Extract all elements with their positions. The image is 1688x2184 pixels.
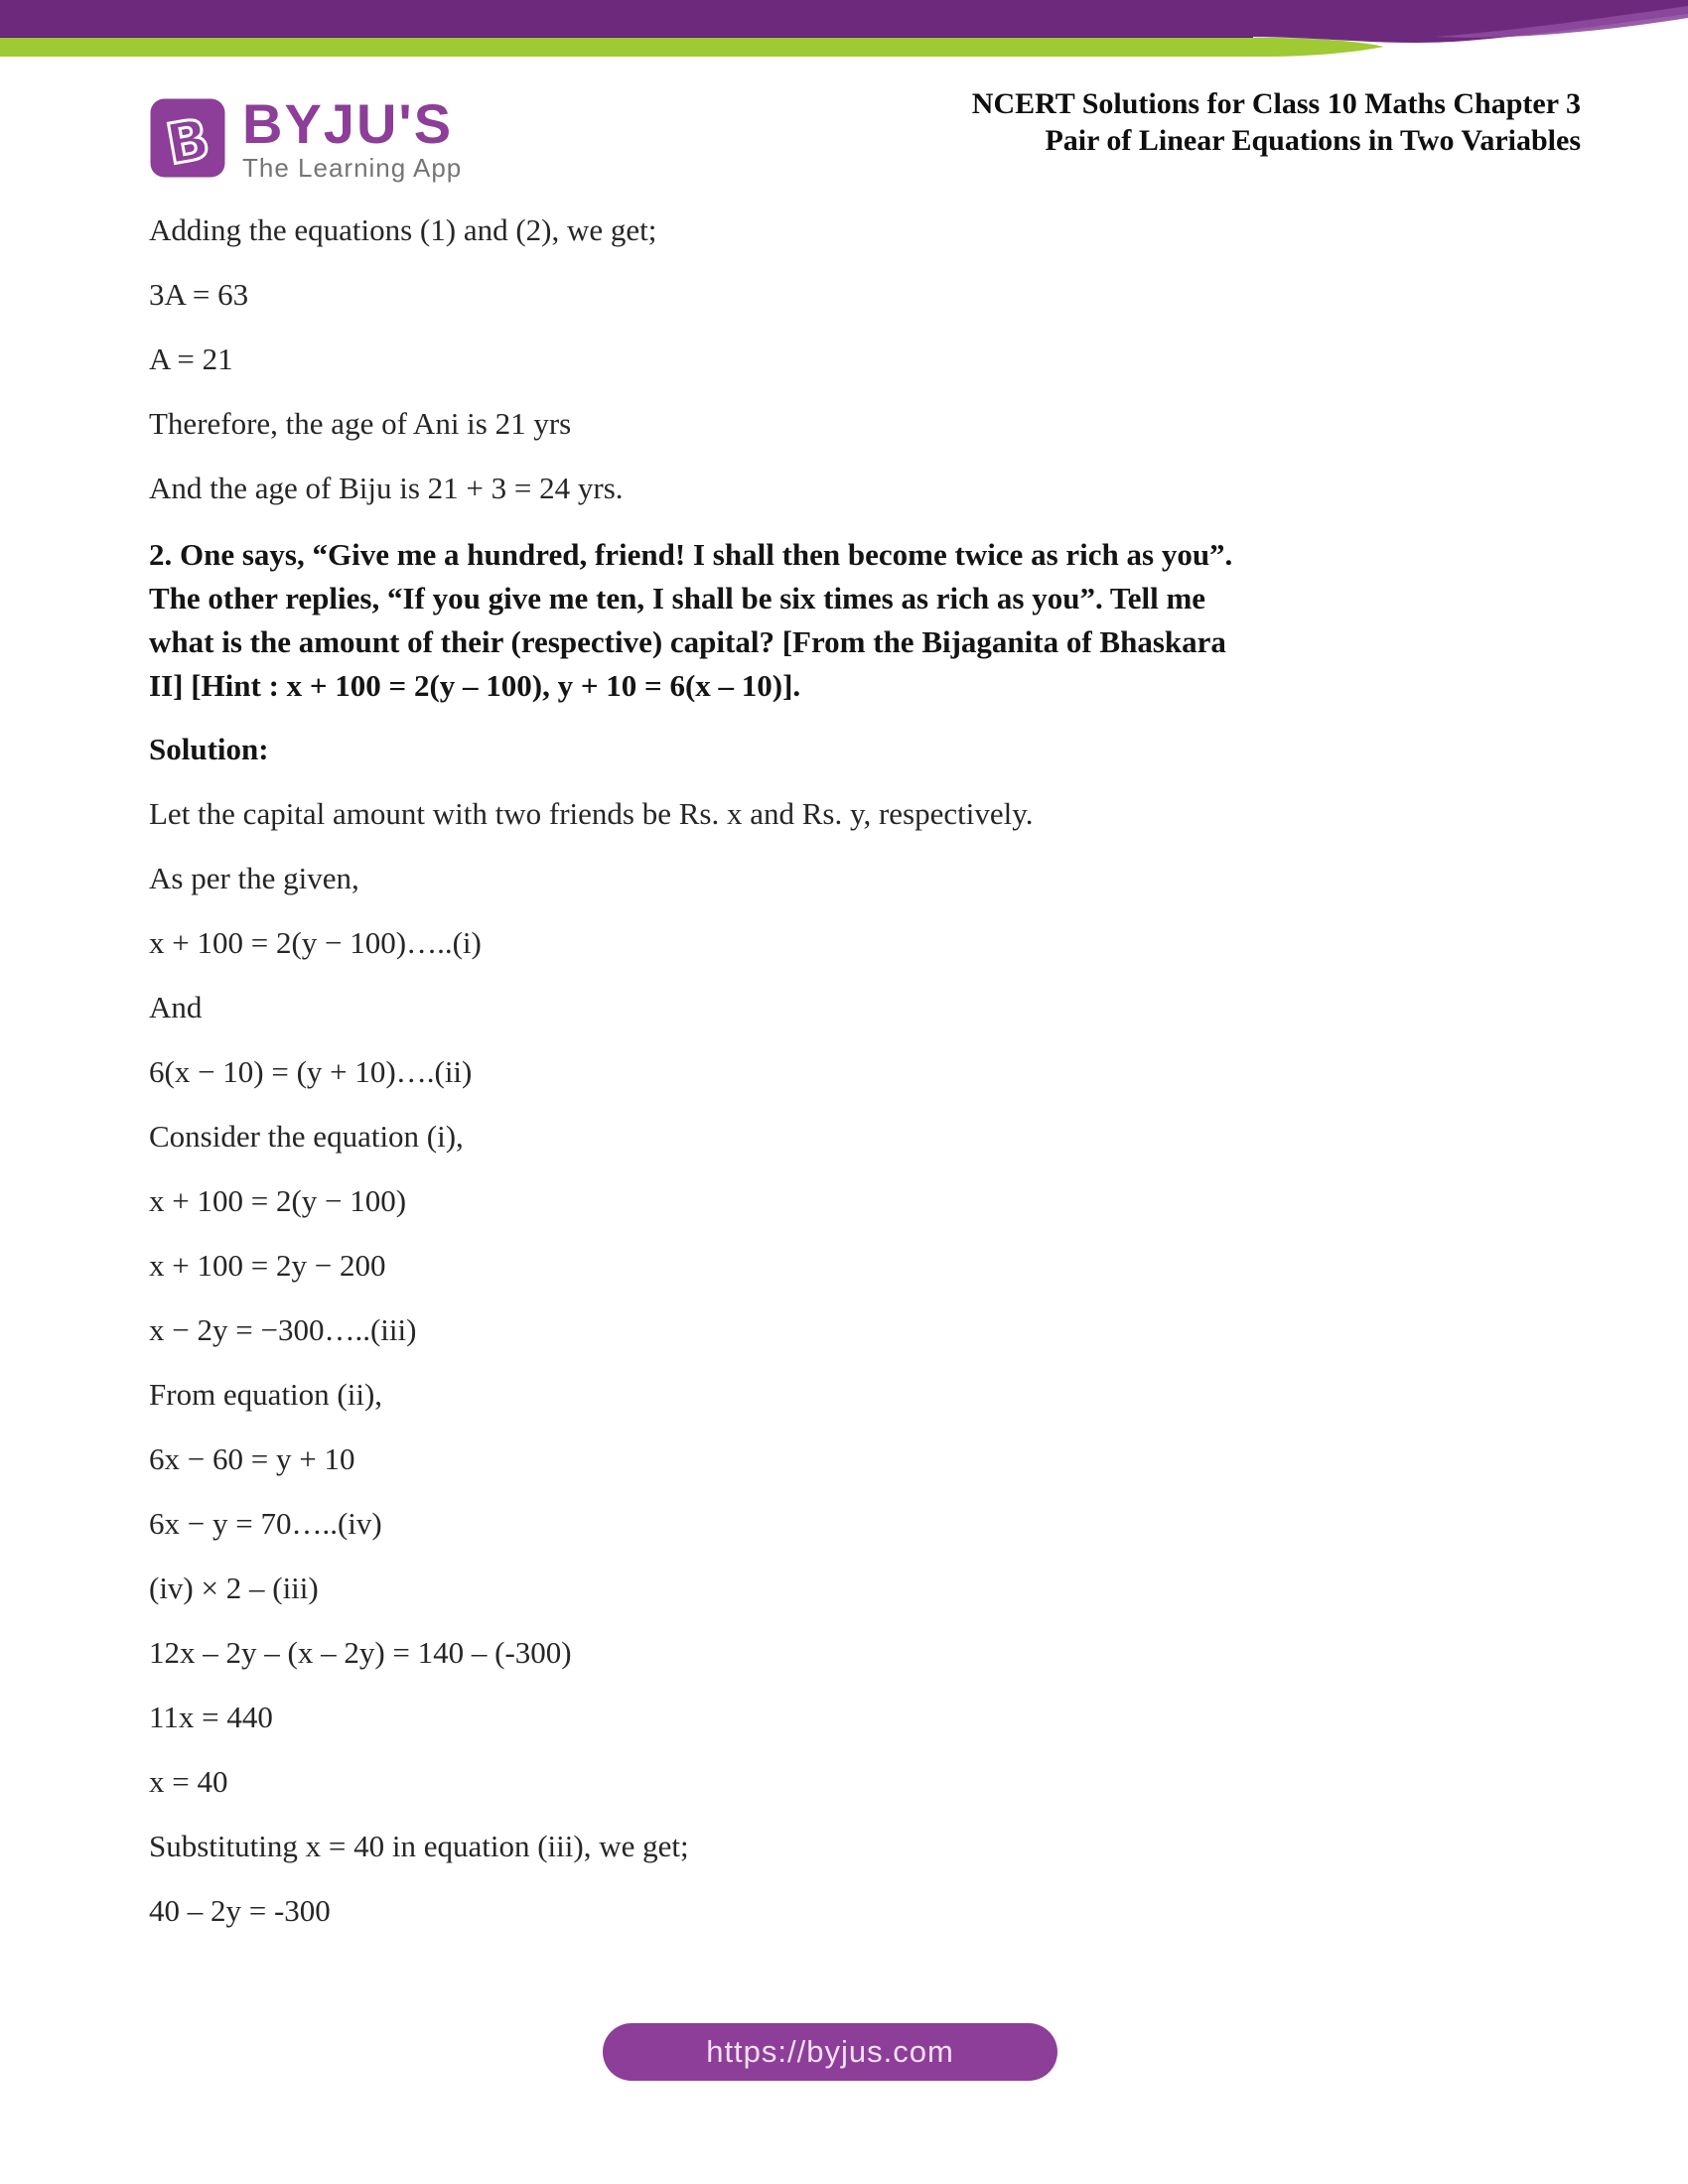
text-block (149, 1891, 1599, 1931)
text-line: x + 100 = 2y − 200 (149, 1248, 386, 1283)
ribbon-purple-band (0, 0, 1688, 43)
text-line: From equation (ii), (149, 1377, 383, 1412)
text-block (149, 1052, 1599, 1092)
text-line: 3A = 63 (149, 277, 249, 312)
text-line: x + 100 = 2(y − 100)…..(i) (149, 925, 482, 960)
footer-url-button[interactable] (603, 2023, 1057, 2081)
text-block (149, 1698, 1599, 1737)
text-block (149, 1246, 1599, 1286)
byjus-logo-icon (149, 97, 226, 179)
question-block (149, 533, 1599, 708)
text-line: As per the given, (149, 861, 359, 895)
text-block (149, 1569, 1599, 1608)
text-block (149, 1375, 1599, 1415)
text-line: 6(x − 10) = (y + 10)….(ii) (149, 1054, 473, 1089)
solution-content (149, 210, 1599, 1956)
logo-tagline: The Learning App (242, 153, 463, 183)
text-line: Substituting x = 40 in equation (iii), we get; (149, 1829, 689, 1863)
text-line: 6x − y = 70…..(iv) (149, 1506, 382, 1541)
text-block (149, 340, 1599, 379)
text-line: And (149, 990, 203, 1024)
text-block (149, 1117, 1599, 1157)
text-block (149, 210, 1599, 250)
text-line: 12x – 2y – (x – 2y) = 140 – (-300) (149, 1635, 572, 1670)
logo-brand-text: BYJU'S (242, 92, 454, 155)
text-line: Solution: (149, 732, 269, 766)
text-block (149, 1310, 1599, 1350)
text-line: what is the amount of their (respective) capital? [From the Bijaganita of Bhaskara (149, 624, 1226, 659)
text-line: x = 40 (149, 1764, 228, 1799)
text-line: 11x = 440 (149, 1700, 273, 1734)
text-line: x − 2y = −300…..(iii) (149, 1312, 417, 1347)
text-block (149, 1827, 1599, 1866)
footer-url-label: https://byjus.com (706, 2034, 954, 2069)
text-line: (iv) × 2 – (iii) (149, 1570, 319, 1605)
text-block (149, 1633, 1599, 1673)
text-block (149, 923, 1599, 963)
text-block (149, 988, 1599, 1027)
byjus-logo (149, 92, 463, 183)
page-title (972, 85, 1581, 159)
text-line: And the age of Biju is 21 + 3 = 24 yrs. (149, 471, 624, 505)
page-title-line2: Pair of Linear Equations in Two Variables (1045, 124, 1581, 157)
text-line: x + 100 = 2(y − 100) (149, 1183, 407, 1218)
text-line: 40 – 2y = -300 (149, 1893, 331, 1928)
solution-heading (149, 730, 1599, 769)
text-line: II] [Hint : x + 100 = 2(y – 100), y + 10 = 6(x – 10)]. (149, 668, 801, 703)
text-block (149, 1762, 1599, 1802)
text-line: Therefore, the age of Ani is 21 yrs (149, 406, 572, 441)
text-line: A = 21 (149, 341, 233, 376)
logo-letter: B (161, 106, 214, 179)
page-title-line1: NCERT Solutions for Class 10 Maths Chapter 3 (971, 87, 1581, 120)
text-block (149, 275, 1599, 315)
text-line: The other replies, “If you give me ten, I shall be six times as rich as you”. Tell me (149, 581, 1206, 615)
text-line: Let the capital amount with two friends be Rs. x and Rs. y, respectively. (149, 796, 1034, 831)
text-block (149, 469, 1599, 508)
text-block (149, 859, 1599, 898)
text-block (149, 1439, 1599, 1479)
text-block (149, 404, 1599, 444)
text-block (149, 794, 1599, 834)
text-block (149, 1181, 1599, 1221)
ribbon-green-band (0, 38, 1384, 57)
text-line: 6x − 60 = y + 10 (149, 1441, 355, 1476)
text-block (149, 1504, 1599, 1544)
text-line: Adding the equations (1) and (2), we get; (149, 212, 657, 247)
text-line: Consider the equation (i), (149, 1119, 464, 1154)
text-line: 2. One says, “Give me a hundred, friend! I shall then become twice as rich as you”. (149, 537, 1233, 572)
